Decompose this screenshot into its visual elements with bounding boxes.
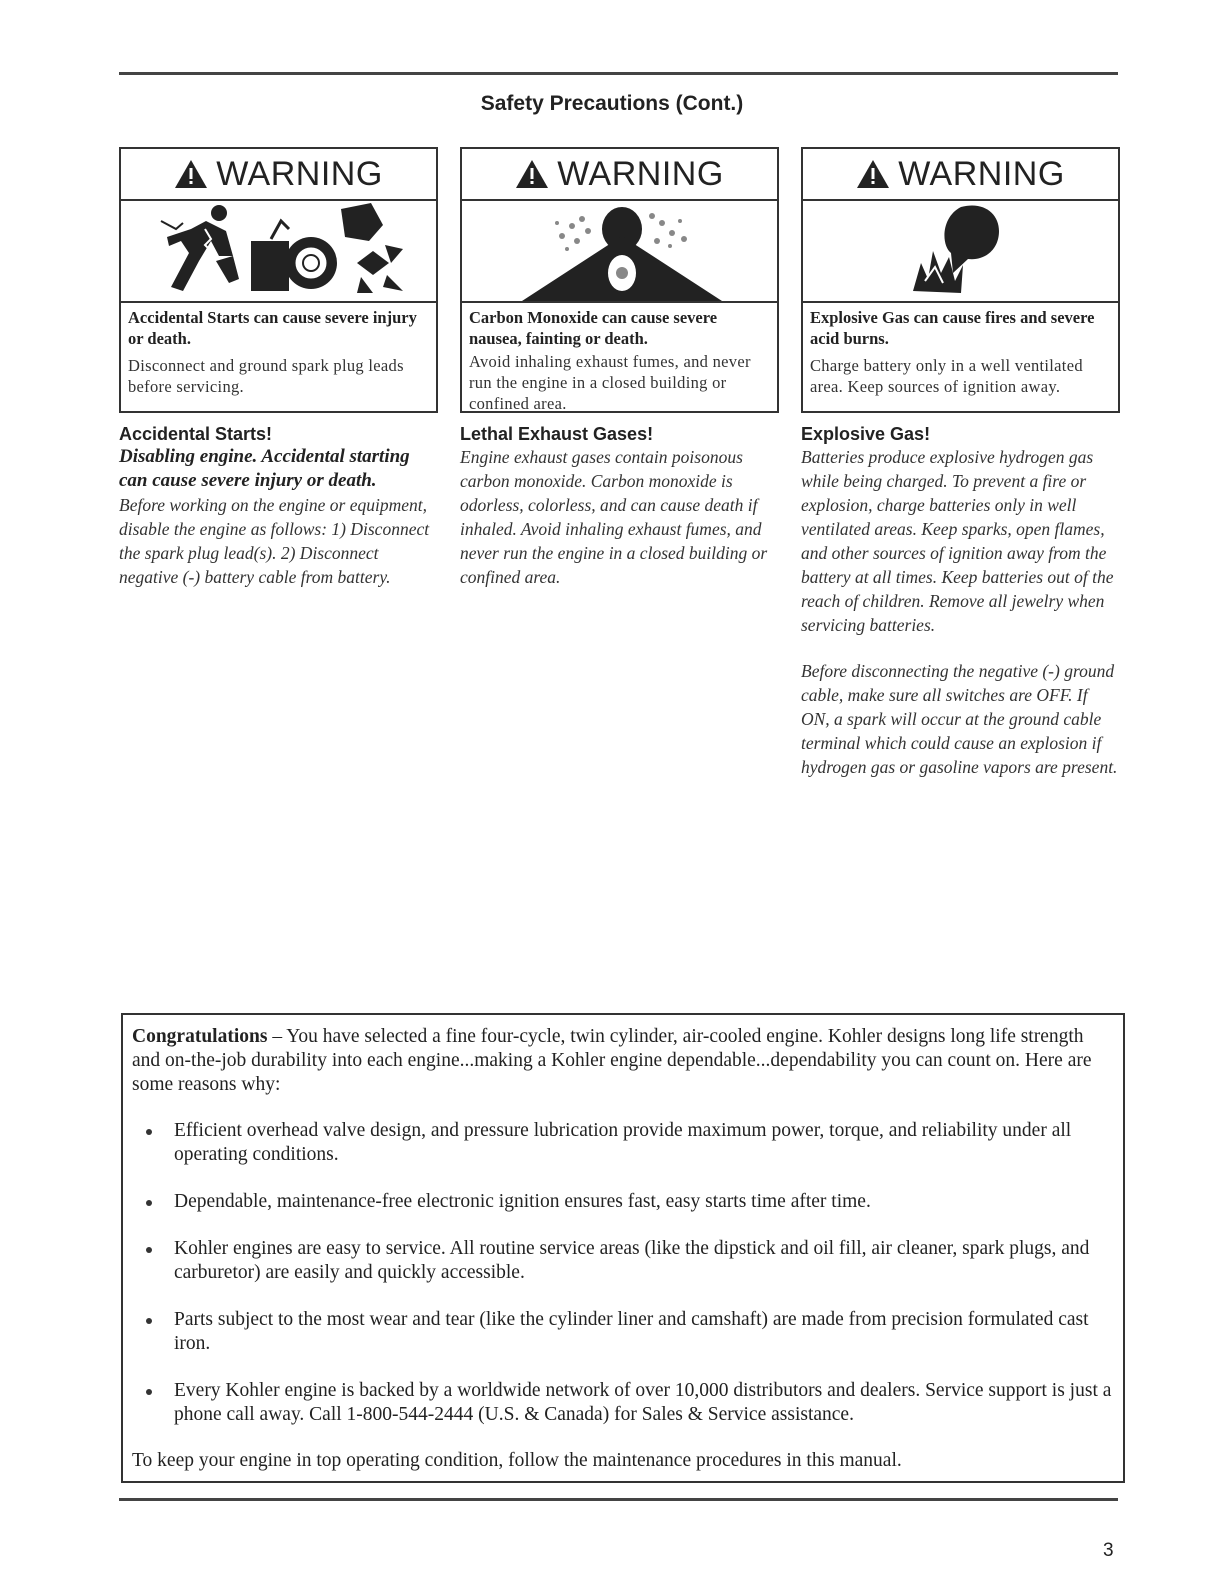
person-shock-icon [161, 205, 239, 291]
congrats-lead: Congratulations [132, 1026, 268, 1047]
congrats-intro-text: – You have selected a fine four-cycle, twin cylinder, air-cooled engine. Kohler designs long life strength and on-the-job durability into each engine...making a Kohler engine dependable...dependability you can count on. Here are some reasons why: [132, 1026, 1092, 1095]
warning-label: WARNING [557, 154, 724, 193]
warning-instruction-text: Disconnect and ground spark plug leads before servicing. [128, 356, 404, 396]
list-item-text: Dependable, maintenance-free electronic ignition ensures fast, easy starts time after time. [174, 1191, 871, 1212]
accidental-starts-section [119, 424, 441, 589]
warning-label: WARNING [898, 154, 1065, 193]
section-heading: Accidental Starts! [119, 424, 273, 444]
list-item [132, 1190, 1113, 1214]
list-item [132, 1379, 1113, 1427]
battery-explosion-icon [913, 205, 999, 293]
warning-label: WARNING [216, 154, 383, 193]
list-item-text: Parts subject to the most wear and tear (like the cylinder liner and camshaft) are made from precision formulated cast iron. [174, 1309, 1089, 1354]
warning-header [462, 149, 777, 201]
section-body-text: Engine exhaust gases contain poisonous carbon monoxide. Carbon monoxide is odorless, colorless, and can cause death if inhaled. Avoid inhaling exhaust fumes, and never run the engine in a closed building or confined area. [460, 447, 768, 587]
section-heading: Explosive Gas! [801, 424, 931, 444]
warning-header [803, 149, 1118, 201]
explosive-gas-section [801, 424, 1119, 779]
list-item [132, 1119, 1113, 1167]
section-warning-text: Disabling engine. Accidental starting can cause severe injury or death. [119, 446, 410, 491]
list-item-text: Every Kohler engine is backed by a worldwide network of over 10,000 distributors and dealers. Service support is just a phone call away. Call 1-800-544-2444 (U.S. & Canada) for Sales & Service assistance. [174, 1380, 1112, 1425]
hand-fan-icon [341, 203, 403, 293]
warning-instruction-text: Avoid inhaling exhaust fumes, and never run the engine in a closed building or confined area. [469, 352, 751, 413]
reasons-list [132, 1119, 1113, 1427]
section-body-text: Batteries produce explosive hydrogen gas while being charged. To prevent a fire or explosion, charge batteries only in well ventilated areas. Keep sparks, open flames, and other sources of ignition away from the battery at all times. Keep batteries out of the reach of children. Remove all jewelry when servicing batteries. [801, 447, 1114, 635]
list-item [132, 1308, 1113, 1356]
engine-flywheel-icon [251, 221, 337, 291]
top-rule [119, 72, 1118, 75]
section-body-text: Before working on the engine or equipment, disable the engine as follows: 1) Disconnect the spark plug lead(s). 2) Disconnect negative (-) battery cable from battery. [119, 495, 430, 587]
warning-bold-text: Explosive Gas can cause fires and severe acid burns. [810, 308, 1095, 348]
section-heading: Lethal Exhaust Gases! [460, 424, 654, 444]
warning-triangle-icon [174, 159, 208, 189]
warning-bold-text: Carbon Monoxide can cause severe nausea, fainting or death. [469, 308, 718, 348]
congrats-intro [132, 1025, 1113, 1097]
warning-box-carbon-monoxide [460, 147, 779, 413]
list-item-text: Efficient overhead valve design, and pressure lubrication provide maximum power, torque, and reliability under all operating conditions. [174, 1120, 1072, 1165]
warning-instruction-text: Charge battery only in a well ventilated area. Keep sources of ignition away. [810, 356, 1083, 396]
warning-box-accidental-starts [119, 147, 438, 413]
congrats-closing: To keep your engine in top operating condition, follow the maintenance procedures in this manual. [132, 1450, 902, 1471]
exhaust-pictogram [462, 201, 777, 303]
warning-triangle-icon [515, 159, 549, 189]
warning-header [121, 149, 436, 201]
explosion-pictogram [803, 201, 1118, 303]
page-number: 3 [1103, 1540, 1114, 1561]
lethal-exhaust-section [460, 424, 780, 589]
warning-bold-text: Accidental Starts can cause severe injury or death. [128, 308, 417, 348]
warning-triangle-icon [856, 159, 890, 189]
list-item-text: Kohler engines are easy to service. All routine service areas (like the dipstick and oil fill, air cleaner, spark plugs, and carburetor) are easily and quickly accessible. [174, 1238, 1090, 1283]
accidental-start-pictogram [121, 201, 436, 303]
list-item [132, 1237, 1113, 1285]
bottom-rule [119, 1498, 1118, 1501]
person-head-icon [522, 207, 722, 301]
section-body-text-2: Before disconnecting the negative (-) ground cable, make sure all switches are OFF. If ON, a spark will occur at the ground cable terminal which could cause an explosion if hydrogen gas or gasoline vapors are present. [801, 661, 1118, 777]
page-title: Safety Precautions (Cont.) [480, 92, 744, 115]
congratulations-box [121, 1013, 1125, 1483]
warning-box-explosive-gas [801, 147, 1120, 413]
